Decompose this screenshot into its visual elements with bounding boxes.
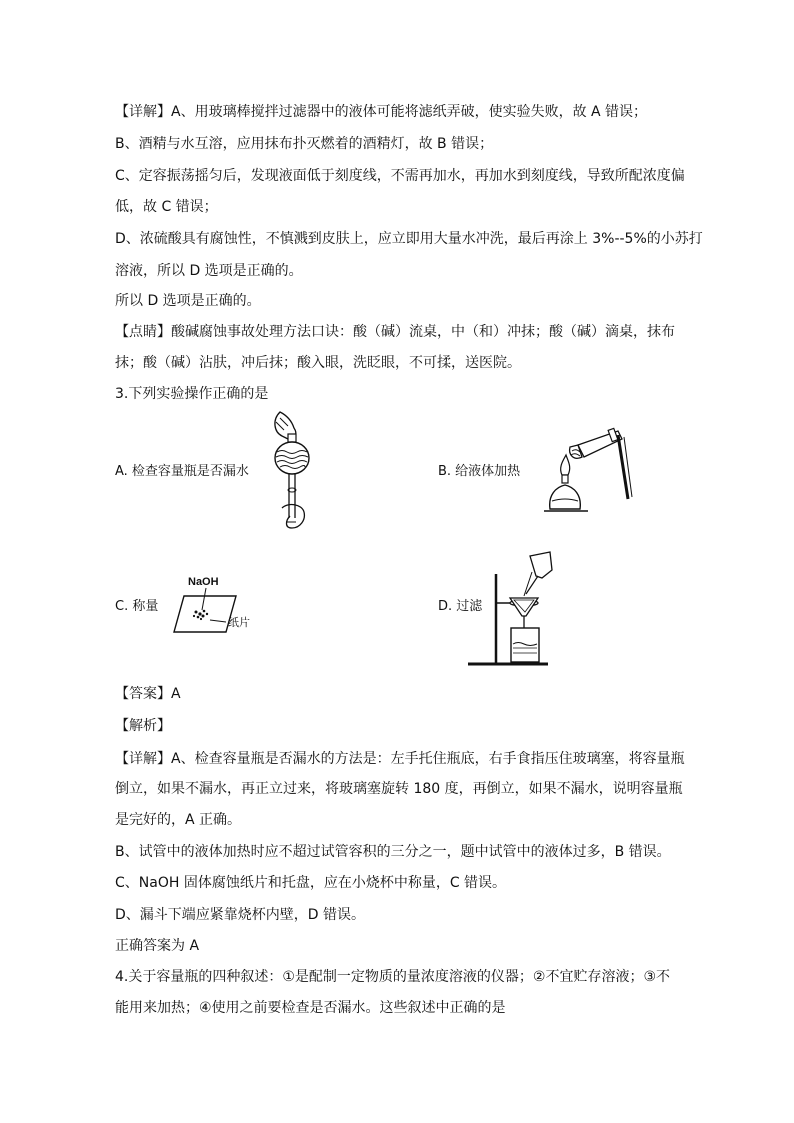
- text-line: B、酒精与水互溶，应用抹布扑灭燃着的酒精灯，故 B 错误；: [115, 136, 494, 152]
- option-c: C. 称量: [115, 599, 159, 614]
- text-line: 正确答案为 A: [115, 938, 200, 954]
- paper-label: 纸片: [228, 617, 250, 629]
- option-b: B. 给液体加热: [438, 464, 521, 479]
- text-line: D、漏斗下端应紧靠烧杯内壁，D 错误。: [115, 907, 366, 923]
- analysis-heading: 【解析】: [115, 718, 171, 734]
- naoh-label: NaOH: [188, 576, 219, 588]
- weighing-naoh-figure: [170, 578, 270, 640]
- text-line: 【详解】A、检查容量瓶是否漏水的方法是：左手托住瓶底，右手食指压住玻璃塞，将容量瓶: [115, 751, 685, 767]
- text-line: 能用来加热；④使用之前要检查是否漏水。这些叙述中正确的是: [115, 1000, 506, 1016]
- text-line: C、NaOH 固体腐蚀纸片和托盘，应在小烧杯中称量，C 错误。: [115, 875, 507, 891]
- question-3-stem: 3.下列实验操作正确的是: [115, 386, 269, 402]
- heating-test-tube-figure: [540, 425, 635, 517]
- filtration-figure: [458, 548, 558, 668]
- text-line: 所以 D 选项是正确的。: [115, 293, 261, 309]
- text-line: 低，故 C 错误；: [115, 199, 218, 215]
- text-line: 【点睛】酸碱腐蚀事故处理方法口诀：酸（碱）流桌，中（和）冲抹；酸（碱）滴桌，抹布: [115, 324, 675, 340]
- text-line: B、试管中的液体加热时应不超过试管容积的三分之一，题中试管中的液体过多，B 错误。: [115, 844, 671, 860]
- answer-line: 【答案】A: [115, 686, 181, 702]
- text-line: 溶液，所以 D 选项是正确的。: [115, 263, 303, 279]
- option-a: A. 检查容量瓶是否漏水: [115, 464, 249, 479]
- option-d: D. 过滤: [438, 599, 483, 614]
- text-line: 是完好的，A 正确。: [115, 812, 242, 828]
- text-line: 【详解】A、用玻璃棒搅拌过滤器中的液体可能将滤纸弄破，使实验失败，故 A 错误；: [115, 104, 648, 120]
- text-line: C、定容振荡摇匀后，发现液面低于刻度线，不需再加水，再加水到刻度线，导致所配浓度偏: [115, 168, 685, 184]
- text-line: D、浓硫酸具有腐蚀性，不慎溅到皮肤上，应立即用大量水冲洗，最后再涂上 3%--5%的小苏打: [115, 231, 703, 247]
- question-4-stem: 4.关于容量瓶的四种叙述：①是配制一定物质的量浓度溶液的仪器；②不宜贮存溶液；③不: [115, 969, 671, 985]
- text-line: 抹；酸（碱）沾肤，冲后抹；酸入眼，洗眨眼，不可揉，送医院。: [115, 355, 521, 371]
- text-line: 倒立，如果不漏水，再正立过来，将玻璃塞旋转 180 度，再倒立，如果不漏水，说明容量瓶: [115, 781, 683, 797]
- volumetric-flask-leak-check-figure: [262, 410, 322, 532]
